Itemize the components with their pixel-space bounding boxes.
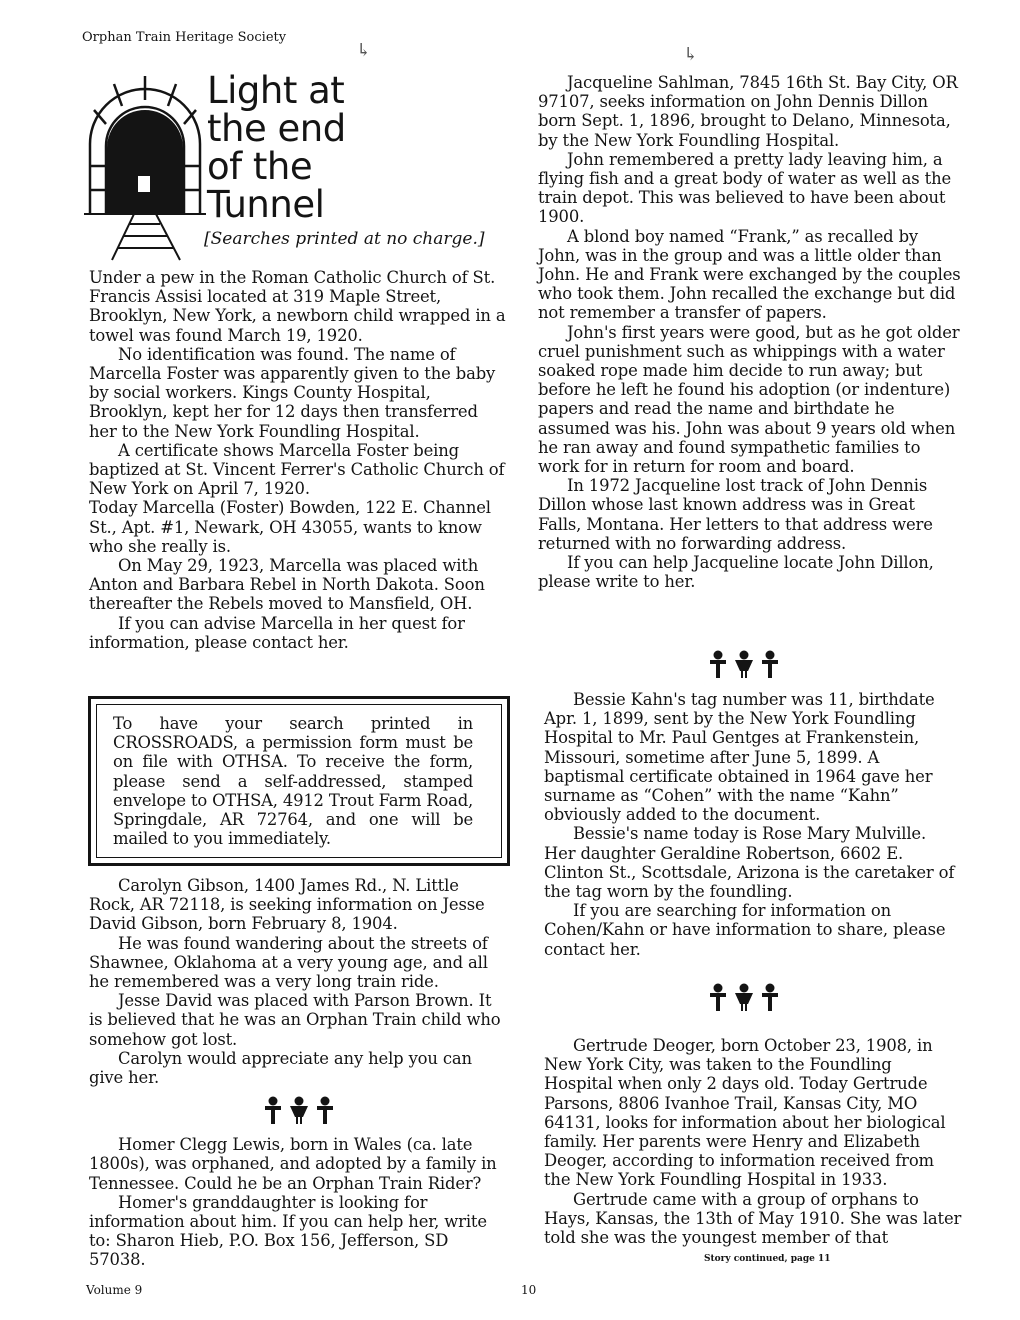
paragraph: Carolyn Gibson, 1400 James Rd., N. Little Rock, AR 72118, is seeking information on Jesse David Gibson, born February 8, 1904. [89,876,485,934]
paragraph: Under a pew in the Roman Catholic Church of St. Francis Assisi located at 319 Maple Street, Brooklyn, New York, a newborn child wrapped in a towel was found March 19, 1920. [89,268,506,345]
article-marcella-foster [89,268,507,652]
paragraph: He was found wandering about the streets of Shawnee, Oklahoma at a very young age, and all he remembered was a very long train ride. [89,933,488,992]
continued-note: Story continued, page 11 [704,1254,831,1264]
notice-text: To have your search printed in CROSSROADS, a permission form must be on file with OTHSA. To receive the form, please send a self-addressed, stamped envelope to OTHSA, 4912 Trout Farm Road, Springdale, AR 72764, and one will be mailed to you immediately. [113,714,473,849]
title-line: the end [207,107,346,150]
binding-mark-icon: ↳ [356,40,372,61]
paragraph: If you are searching for information on Cohen/Kahn or have information to share, please contact her. [544,901,946,959]
page-number: 10 [521,1283,537,1297]
children-figures-icon [259,1096,339,1124]
paragraph: If you can help Jacqueline locate John Dillon, please write to her. [538,553,934,592]
paragraph: Gertrude Deoger, born October 23, 1908, in New York City, was taken to the Foundling Hospital when only 2 days old. Today Gertrude Parsons, 8806 Ivanhoe Trail, Kansas City, MO 64131, looks for information about her biological family. Her parents were Henry and Elizabeth Deoger, according to information received from the New York Foundling Hospital in 1933. [544,1036,946,1190]
paragraph: Bessie Kahn's tag number was 11, birthdate Apr. 1, 1899, sent by the New York Foundling Hospital to Mr. Paul Gentges at Frankenstein, Missouri, sometime after June 5, 1899. A baptismal certificate obtained in 1964 gave her surname as “Cohen” with the name “Kahn” obviously added to the document. [544,690,935,825]
paragraph: John's first years were good, but as he got older cruel punishment such as whippings with a water soaked rope made him decide to run away; but before he left he found his adoption (or indenture) papers and read the name and birthdate he assumed was his. John was about 9 years old when he ran away and found sympathetic families to work for in return for room and board. [538,322,960,477]
paragraph: Gertrude came with a group of orphans to Hays, Kansas, the 13th of May 1910. She was later told she was the youngest member of that [544,1189,962,1248]
paragraph: Today Marcella (Foster) Bowden, 122 E. Channel St., Apt. #1, Newark, OH 43055, wants to know who she really is. [89,498,491,556]
notice-inner-border [96,704,502,858]
title-line: of the [207,145,313,188]
separator-wrap [89,1087,507,1135]
paragraph: On May 29, 1923, Marcella was placed with Anton and Barbara Rebel in North Dakota. Soon thereafter the Rebels moved to Mansfield, OH. [89,556,485,614]
children-figures-icon [704,650,784,678]
paragraph: Jacqueline Sahlman, 7845 16th St. Bay City, OR 97107, seeks information on John Dennis Dillon born Sept. 1, 1896, brought to Delano, Minnesota, by the New York Foundling Hospital. [538,73,958,150]
paragraph: Homer's granddaughter is looking for information about him. If you can help her, write to: Sharon Hieb, P.O. Box 156, Jefferson, SD 57038. [89,1192,487,1270]
paragraph: No identification was found. The name of Marcella Foster was apparently given to the baby by social workers. Kings County Hospital, Brooklyn, kept her for 12 days then transferred her to the New York Foundling Hospital. [89,344,496,441]
paragraph: If you can advise Marcella in her quest for information, please contact her. [89,613,465,652]
paragraph: In 1972 Jacqueline lost track of John Dennis Dillon whose last known address was in Great Falls, Montana. Her letters to that address were returned with no forwarding address. [538,476,933,553]
paragraph: John remembered a pretty lady leaving him, a flying fish and a great body of water as well as the train depot. This was believed to have been about 1900. [538,149,952,227]
column-title [207,69,407,226]
tunnel-illustration [84,64,206,264]
paragraph: Jesse David was placed with Parson Brown. It is believed that he was an Orphan Train child who somehow got lost. [89,991,501,1049]
publication-header: Orphan Train Heritage Society [82,30,287,45]
title-line: Tunnel [207,183,325,226]
children-figures-icon [704,983,784,1011]
column-subtitle: [Searches printed at no charge.] [204,229,485,249]
paragraph: Bessie's name today is Rose Mary Mulville. Her daughter Geraldine Robertson, 6602 E. Clinton St., Scottsdale, Arizona is the caretaker of the tag worn by the foundling. [544,824,955,902]
binding-mark-icon: ↳ [683,44,699,65]
article-bessie-kahn [544,690,962,959]
article-gertrude-deoger [544,1036,962,1247]
volume-label: Volume 9 [86,1283,143,1297]
title-line: Light at [207,69,345,112]
paragraph: A blond boy named “Frank,” as recalled by John, was in the group and was a little older than John. He and Frank were exchanged by the couples who took them. John recalled the exchange but did not remember a transfer of papers. [538,226,961,323]
article-gibson-lewis [89,876,507,1270]
paragraph: Carolyn would appreciate any help you can give her. [89,1048,472,1088]
article-john-dillon [538,73,962,591]
paragraph: Homer Clegg Lewis, born in Wales (ca. late 1800s), was orphaned, and adopted by a family in Tennessee. Could he be an Orphan Train Rider? [89,1135,497,1193]
permission-notice-box [88,696,510,866]
paragraph: A certificate shows Marcella Foster being baptized at St. Vincent Ferrer's Catholic Church of New York on April 7, 1920. [89,440,505,499]
